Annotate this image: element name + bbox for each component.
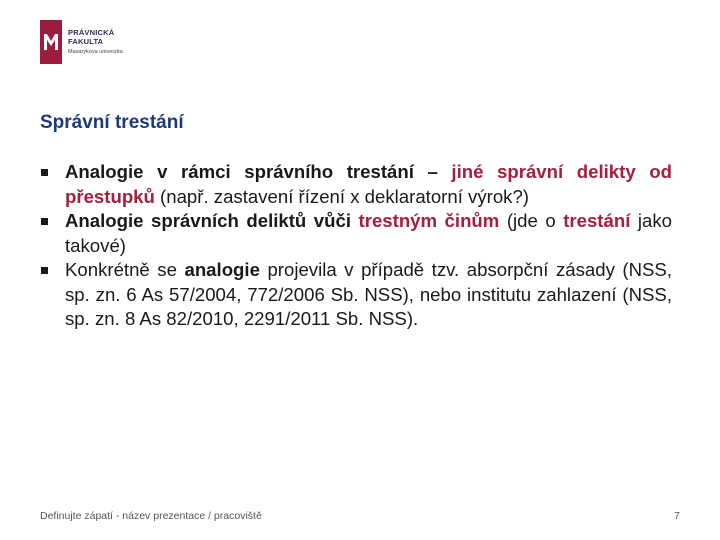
bullet-text-part: trestání — [563, 210, 631, 231]
logo-line-1: PRÁVNICKÁ — [68, 28, 115, 37]
bullet-text-part: analogie — [184, 259, 260, 280]
bullet-text-part: jako takové) — [65, 210, 672, 256]
bullet-text-part: (např. zastavení řízení x deklaratorní výrok?) — [154, 185, 529, 207]
footer-text: Definujte zápatí - název prezentace / pracoviště — [40, 510, 262, 522]
bullet-text-part: (jde o — [499, 210, 564, 231]
bullet-text-part: projevila v případě tzv. absorpční zásady (NSS, sp. zn. 6 As 57/2004, 772/2006 Sb. NSS), nebo institutu zahlazení (NSS, sp. zn. 8 As 82/2010, 2291/2011 Sb. NSS). — [65, 259, 672, 329]
bullet-item — [40, 258, 672, 332]
bullet-item — [40, 160, 672, 209]
bullet-item — [40, 209, 672, 258]
bullet-text-part: Analogie v rámci správního trestání – — [65, 161, 452, 182]
bullet-text-part: trestným činům — [358, 210, 500, 231]
logo-line-3: Masarykova univerzita — [68, 49, 123, 55]
bullet-text-part: Konkrétně se — [65, 259, 185, 280]
slide-title: Správní trestání — [40, 112, 184, 133]
logo-line-2: FAKULTA — [68, 37, 104, 46]
bullet-text-part: jiné správní delikty od přestupků — [65, 161, 672, 207]
bullet-text-part: Analogie správních deliktů vůči — [65, 210, 359, 231]
muni-logo-icon — [40, 20, 62, 64]
logo-text — [68, 28, 123, 57]
faculty-logo — [40, 20, 123, 64]
page-number: 7 — [674, 510, 680, 522]
bullet-list — [40, 160, 672, 332]
slide-content — [40, 160, 672, 332]
